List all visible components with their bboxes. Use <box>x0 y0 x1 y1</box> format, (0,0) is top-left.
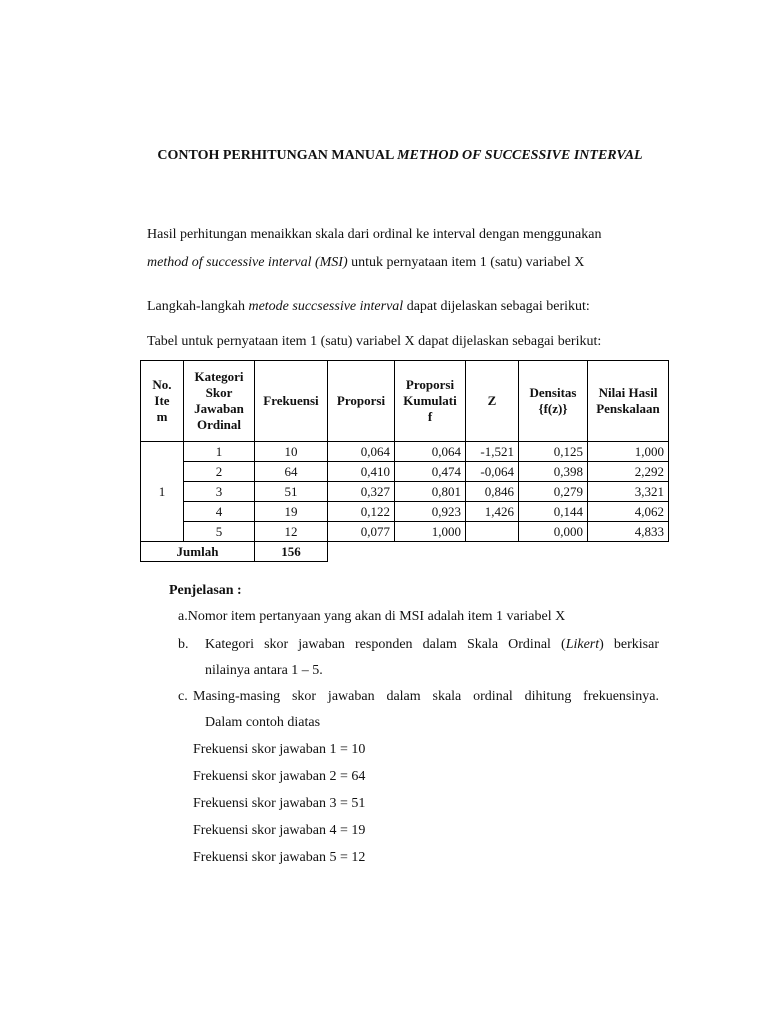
steps-line: Langkah-langkah metode succsessive interval dapat dijelaskan sebagai berikut: <box>147 299 590 314</box>
item-number-cell: 1 <box>141 442 184 542</box>
msi-table <box>140 360 669 562</box>
cell-z: 1,426 <box>466 502 519 522</box>
header-proporsi: Proporsi <box>328 361 395 442</box>
cell-kumulatif: 0,923 <box>395 502 466 522</box>
explanation-item-b-marker: b. <box>178 637 189 652</box>
title-text: CONTOH PERHITUNGAN MANUAL <box>157 148 398 163</box>
cell-z <box>466 522 519 542</box>
frequency-line-2: Frekuensi skor jawaban 2 = 64 <box>193 769 366 784</box>
cell-proporsi: 0,327 <box>328 482 395 502</box>
frequency-line-1: Frekuensi skor jawaban 1 = 10 <box>193 742 366 757</box>
cell-kategori: 3 <box>184 482 255 502</box>
cell-kategori: 1 <box>184 442 255 462</box>
header-frekuensi: Frekuensi <box>255 361 328 442</box>
cell-nilai: 1,000 <box>588 442 669 462</box>
cell-kumulatif: 0,801 <box>395 482 466 502</box>
header-kumulatif: Proporsi Kumulati f <box>395 361 466 442</box>
explanation-item-a: a.Nomor item pertanyaan yang akan di MSI adalah item 1 variabel X <box>178 609 566 624</box>
cell-densitas: 0,000 <box>519 522 588 542</box>
cell-kategori: 4 <box>184 502 255 522</box>
cell-densitas: 0,279 <box>519 482 588 502</box>
cell-densitas: 0,398 <box>519 462 588 482</box>
header-no-item: No. Ite m <box>141 361 184 442</box>
table-row <box>141 502 669 522</box>
cell-kategori: 5 <box>184 522 255 542</box>
cell-kumulatif: 1,000 <box>395 522 466 542</box>
intro-line-2: method of successive interval (MSI) untuk pernyataan item 1 (satu) variabel X <box>147 255 585 270</box>
explanation-item-c-line2: Dalam contoh diatas <box>205 715 321 730</box>
header-z: Z <box>466 361 519 442</box>
header-nilai: Nilai Hasil Penskalaan <box>588 361 669 442</box>
cell-proporsi: 0,077 <box>328 522 395 542</box>
table-header-row <box>141 361 669 442</box>
table-row <box>141 522 669 542</box>
total-label: Jumlah <box>141 542 255 562</box>
page-title <box>150 146 650 166</box>
table-intro: Tabel untuk pernyataan item 1 (satu) variabel X dapat dijelaskan sebagai berikut: <box>147 334 602 349</box>
cell-nilai: 4,062 <box>588 502 669 522</box>
frequency-line-5: Frekuensi skor jawaban 5 = 12 <box>193 850 366 865</box>
cell-z: 0,846 <box>466 482 519 502</box>
cell-frekuensi: 19 <box>255 502 328 522</box>
title-italic-text: METHOD OF SUCCESSIVE INTERVAL <box>397 148 643 163</box>
explanation-item-c-marker: c. <box>178 689 188 704</box>
cell-proporsi: 0,064 <box>328 442 395 462</box>
list-marker: a. <box>178 609 188 624</box>
table-row <box>141 462 669 482</box>
penjelasan-heading: Penjelasan : <box>169 583 242 598</box>
intro-line-1: Hasil perhitungan menaikkan skala dari ordinal ke interval dengan menggunakan <box>147 227 602 242</box>
frequency-line-4: Frekuensi skor jawaban 4 = 19 <box>193 823 366 838</box>
cell-z: -1,521 <box>466 442 519 462</box>
header-kategori: Kategori Skor Jawaban Ordinal <box>184 361 255 442</box>
cell-proporsi: 0,410 <box>328 462 395 482</box>
explanation-item-b-line2: nilainya antara 1 – 5. <box>205 663 323 678</box>
cell-nilai: 2,292 <box>588 462 669 482</box>
total-value: 156 <box>255 542 328 562</box>
cell-frekuensi: 12 <box>255 522 328 542</box>
cell-kumulatif: 0,064 <box>395 442 466 462</box>
cell-frekuensi: 10 <box>255 442 328 462</box>
cell-frekuensi: 64 <box>255 462 328 482</box>
frequency-line-3: Frekuensi skor jawaban 3 = 51 <box>193 796 366 811</box>
cell-densitas: 0,125 <box>519 442 588 462</box>
table-total-row <box>141 542 669 562</box>
table-row <box>141 482 669 502</box>
cell-nilai: 3,321 <box>588 482 669 502</box>
cell-nilai: 4,833 <box>588 522 669 542</box>
explanation-item-b-line1: Kategori skor jawaban responden dalam Skala Ordinal (Likert) berkisar <box>205 637 659 652</box>
header-densitas: Densitas {f(z)} <box>519 361 588 442</box>
cell-proporsi: 0,122 <box>328 502 395 522</box>
cell-kategori: 2 <box>184 462 255 482</box>
table-row <box>141 442 669 462</box>
cell-frekuensi: 51 <box>255 482 328 502</box>
cell-kumulatif: 0,474 <box>395 462 466 482</box>
explanation-item-c-line1: Masing-masing skor jawaban dalam skala ordinal dihitung frekuensinya. <box>193 689 659 704</box>
cell-z: -0,064 <box>466 462 519 482</box>
cell-densitas: 0,144 <box>519 502 588 522</box>
